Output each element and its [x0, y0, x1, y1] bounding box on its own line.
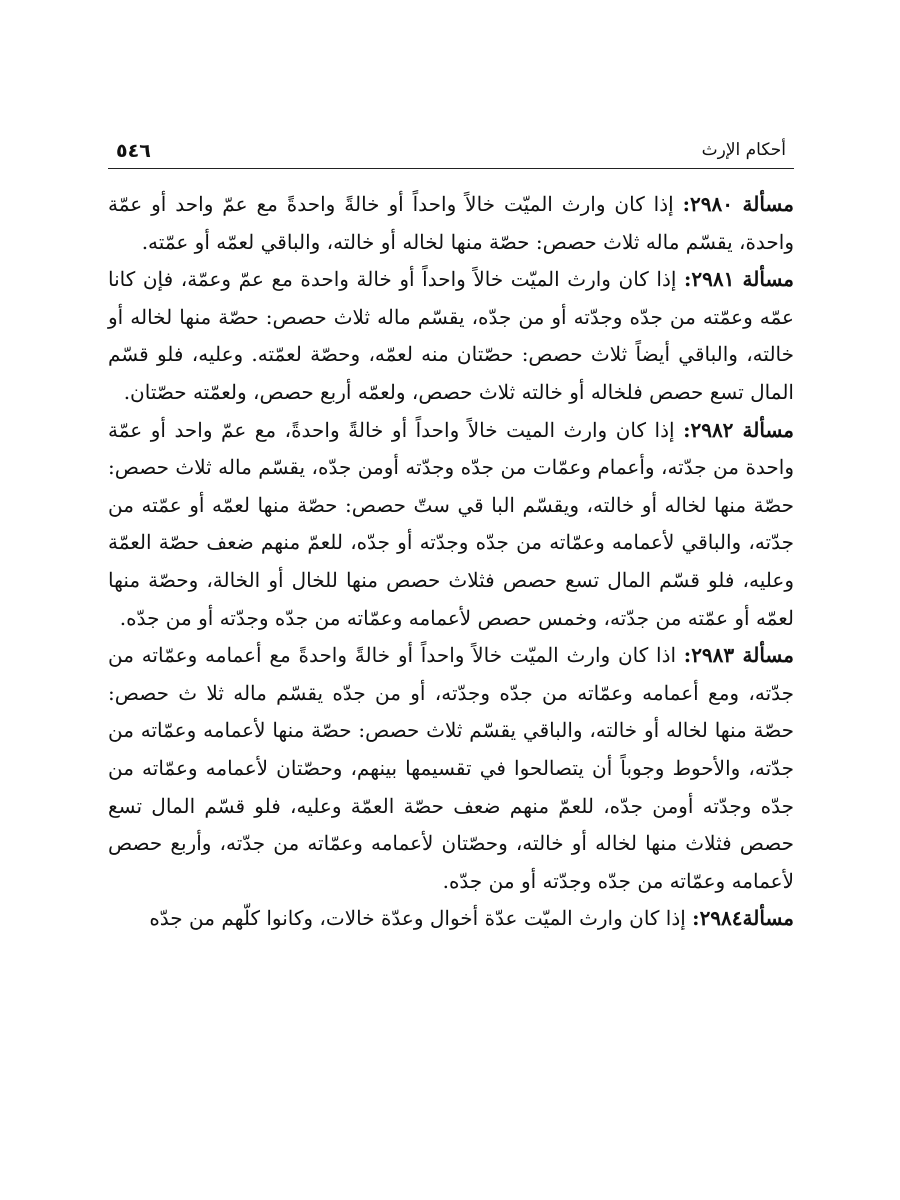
issue-text: إذا كان وارث الميّت خالاً واحداً أو خالة واحدة مع عمّ وعمّة، فإن كانا عمّه وعمّته من جدّه وجدّته أو من جدّه، يقسّم ماله ثلاث حصص: حصّة منها لخاله أو خالته، والباقي أيضاً ثلاث حصص: حصّتان منه لعمّه، وحصّة لعمّته. وعليه، فلو قسّم المال تسع حصص فلخاله أو خالته ثلاث حصص، ولعمّه أربع حصص، ولعمّته حصّتان.	[108, 267, 794, 404]
issue-label: مسألة ٢٩٨٢:	[683, 417, 794, 442]
issue-text: اذا كان وارث الميّت خالاً واحداً أو خالةً واحدةً مع أعمامه وعمّاته من جدّته، ومع أعمامه وعمّاته من جدّه وجدّته، أو من جدّه يقسّم ماله ثلا ث حصص: حصّة منها لخاله أو خالته، والباقي يقسّم ثلاث حصص: حصّة منها لأعمامه وعمّاته من جدّته، والأحوط وجوباً أن يتصالحوا في تقسيمها بينهم، وحصّتان لأعمامه وعمّاته من جدّه وجدّته أومن جدّه، للعمّ منهم ضعف حصّة العمّة وعليه، فلو قسّم المال تسع حصص فثلاث منها لخاله أو خالته، وحصّتان لأعمامه وعمّاته من جدّته، وأربع حصص لأعمامه وعمّاته من جدّه وجدّته أو من جدّه.	[108, 643, 794, 893]
issue-paragraph	[108, 900, 794, 938]
page-body	[108, 186, 794, 938]
page-header	[108, 136, 794, 169]
issue-paragraph	[108, 261, 794, 411]
issue-paragraph	[108, 412, 794, 638]
page-number: ٥٤٦	[116, 140, 151, 162]
running-title: أحكام الإرث	[701, 140, 786, 160]
issue-text: إذا كان وارث الميت خالاً واحداً أو خالةً واحدةً، مع عمّ واحد أو عمّة واحدة من جدّته، وأعمام وعمّات من جدّه وجدّته أومن جدّه، يقسّم ماله ثلاث حصص: حصّة منها لخاله أو خالته، ويقسّم البا قي ستّ حصص: حصّة منها لعمّه أو عمّته من جدّته، والباقي لأعمامه وعمّاته من جدّه وجدّته أو جدّه، للعمّ منهم ضعف حصّة العمّة وعليه، فلو قسّم المال تسع حصص فثلاث حصص منها للخال أو الخالة، وحصّة منها لعمّه أو عمّته من جدّته، وخمس حصص لأعمامه وعمّاته من جدّه وجدّته أو من جدّه.	[108, 417, 795, 630]
issue-label: مسألة ٢٩٨١:	[684, 267, 794, 292]
issue-text: إذا كان وارث الميّت خالاً واحداً أو خالةً واحدةً مع عمّ واحد أو عمّة واحدة، يقسّم ماله ثلاث حصص: حصّة منها لخاله أو خالته، والباقي لعمّه أو عمّته.	[108, 192, 794, 254]
issue-label: مسألة٢٩٨٤:	[692, 906, 794, 931]
issue-paragraph	[108, 186, 794, 261]
issue-paragraph	[108, 637, 794, 900]
issue-label: مسألة ٢٩٨٣:	[683, 643, 794, 668]
issue-text: إذا كان وارث الميّت عدّة أخوال وعدّة خالات، وكانوا كلّهم من جدّه	[149, 906, 686, 931]
issue-label: مسألة ٢٩٨٠:	[682, 192, 794, 216]
